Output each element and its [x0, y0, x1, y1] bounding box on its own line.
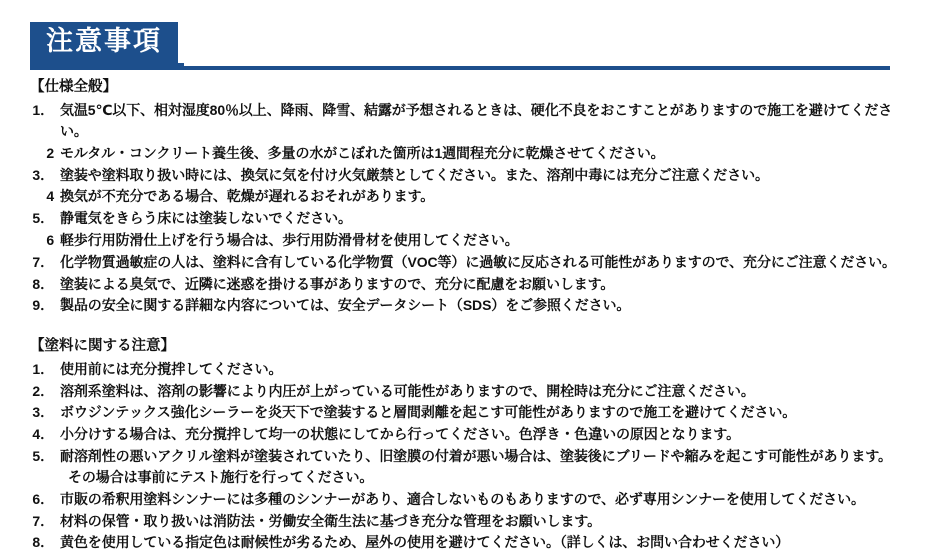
list-item-text: モルタル・コンクリート養生後、多量の水がこぼれた箇所は1週間程充分に乾燥させてください。: [60, 144, 665, 161]
list-item-text: 静電気をきらう床には塗装しないでください。: [60, 210, 352, 227]
list-item: [22, 359, 911, 380]
section-spacer: [22, 317, 911, 329]
list-item-text: 塗装による臭気で、近隣に迷惑を掛ける事がありますので、充分に配慮をお願いします。: [60, 275, 615, 292]
list-item: [22, 489, 911, 510]
list-item-number: 4．: [32, 426, 54, 443]
list-item-number: 6: [46, 232, 54, 248]
list-item-number: 8．: [32, 275, 54, 292]
list-item: [22, 208, 911, 229]
list-item-text: 気温5℃以下、相対湿度80％以上、降雨、降雪、結露が予想されるときは、硬化不良をおこすことがありますので施工を避けてください。: [60, 101, 893, 140]
list-item-number: 1．: [32, 360, 54, 377]
list-item-text: 化学物質過敏症の人は、塗料に含有している化学物質（VOC等）に過敏に反応される可能性がありますので、充分にご注意ください。: [60, 253, 896, 270]
list-item: [22, 446, 911, 489]
list-item-text: 軽歩行用防滑仕上げを行う場合は、歩行用防滑骨材を使用してください。: [60, 232, 519, 248]
list-item-number: 5．: [32, 447, 54, 464]
list-item-text: 市販の希釈用塗料シンナーには多種のシンナーがあり、適合しないものもありますので、必ず専用シンナーを使用してください。: [60, 490, 865, 507]
list-item: [22, 381, 911, 402]
list-item-number: 8．: [32, 534, 54, 551]
list-item-text: 塗装や塗料取り扱い時には、換気に気を付け火気厳禁としてください。また、溶剤中毒には充分ご注意ください。: [60, 166, 769, 183]
list-item: [22, 165, 911, 186]
list-item-number: 1．: [32, 101, 54, 118]
list-item: [22, 274, 911, 295]
list-item: [22, 532, 911, 553]
list-item-number: 2．: [32, 382, 54, 399]
list-item-text: 材料の保管・取り扱いは消防法・労働安全衛生法に基づき充分な管理をお願いします。: [60, 512, 601, 529]
list-item-number: 9．: [32, 297, 54, 314]
list-item-text-continuation: その場合は事前にテスト施行を行ってください。: [68, 469, 374, 486]
list-item: [22, 402, 911, 423]
list-item-number: 3．: [32, 166, 54, 183]
list-item-text: 溶剤系塗料は、溶剤の影響により内圧が上がっている可能性がありますので、開栓時は充分にご注意ください。: [60, 382, 755, 399]
list-item-text-main: 耐溶剤性の悪いアクリル塗料が塗装されていたり、旧塗膜の付着が悪い場合は、塗装後にブリードや縮みを起こす可能性があります。: [60, 447, 892, 464]
list-item-text: 小分けする場合は、充分撹拌して均一の状態にしてから行ってください。色浮き・色違いの原因となります。: [60, 426, 740, 443]
section-heading: 【塗料に関する注意】: [30, 338, 175, 355]
list-item: [22, 511, 911, 532]
list-item-text: 製品の安全に関する詳細な内容については、安全データシート（SDS）をご参照ください。: [60, 297, 631, 314]
list-item-number: 7．: [32, 253, 54, 270]
list-item: [22, 252, 911, 273]
list-item-number: 5．: [32, 210, 54, 227]
section-paint-notes: [22, 336, 911, 554]
page-title: 注意事項: [30, 22, 178, 63]
list-item-text: 使用前には充分撹拌してください。: [60, 360, 283, 377]
list-item: [22, 230, 911, 251]
list-item-text: 換気が不充分である場合、乾燥が遅れるおそれがあります。: [60, 188, 435, 205]
list-item-number: 4: [46, 188, 54, 205]
notice-list-general: [22, 100, 911, 317]
notice-list-paint: [22, 359, 911, 554]
list-item: [22, 186, 911, 207]
list-item-number: 7．: [32, 512, 54, 529]
list-item-text: 黄色を使用している指定色は耐候性が劣るため、屋外の使用を避けてください。（詳しくは、お問い合わせください）: [60, 534, 790, 551]
list-item-number: 6．: [32, 490, 54, 507]
list-item: [22, 143, 911, 164]
list-item: [22, 424, 911, 445]
list-item-number: 2: [46, 144, 54, 161]
list-item-number: 3．: [32, 404, 54, 421]
list-item: [22, 295, 911, 316]
section-heading: 【仕様全般】: [30, 79, 117, 96]
list-item-text: ボウジンテックス強化シーラーを炎天下で塗装すると層間剥離を起こす可能性がありますので施工を避けてください。: [60, 404, 797, 421]
section-general-specs: [22, 77, 911, 316]
list-item-text: [60, 446, 911, 489]
list-item: [22, 100, 911, 143]
